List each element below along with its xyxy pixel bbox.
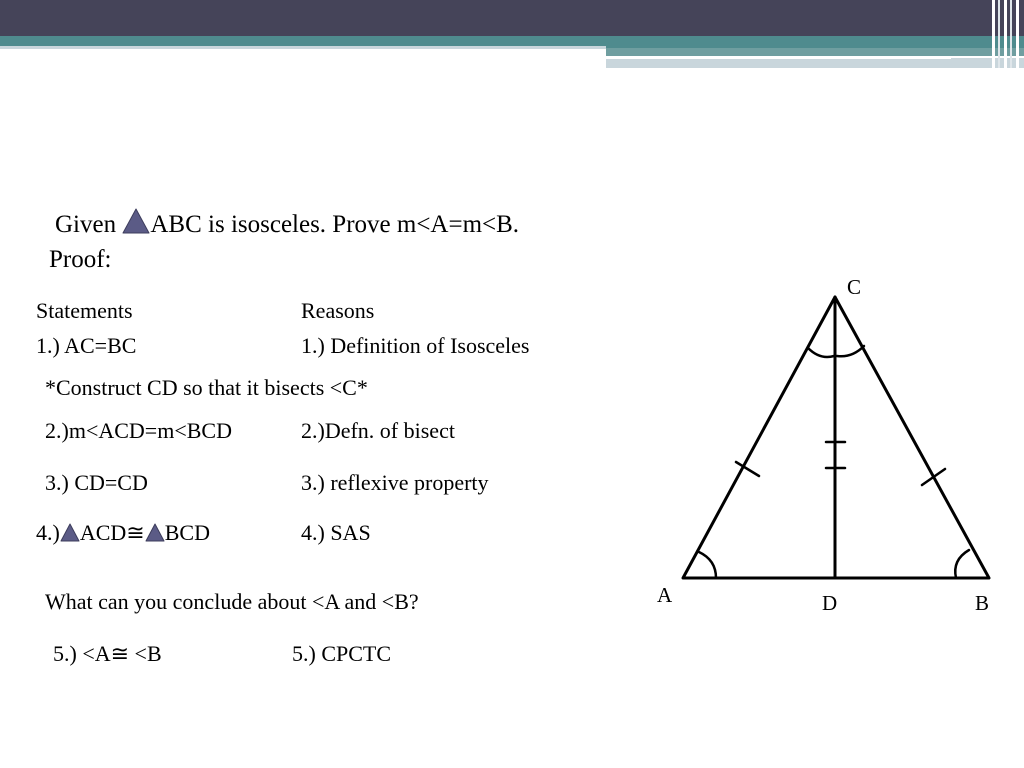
question: What can you conclude about <A and <B? [45, 589, 419, 614]
reason-3: 3.) reflexive property [301, 470, 489, 495]
angle-arc-c-right [837, 346, 864, 356]
statement-1: 1.) AC=BC [36, 333, 137, 358]
construct-note: *Construct CD so that it bisects <C* [45, 375, 368, 400]
proof-label: Proof: [49, 246, 112, 273]
angle-arc-a [699, 552, 716, 578]
tick-bc [922, 469, 945, 485]
statements-header: Statements [36, 298, 133, 323]
statement-4-mid: ACD≅ [79, 520, 145, 545]
point-d-label: D [822, 591, 838, 615]
angle-arc-b [955, 550, 969, 578]
statement-4-prefix: 4.) [36, 520, 60, 545]
given-statement: ABC is isosceles. Prove m<A=m<B. [150, 211, 520, 238]
vertex-c-label: C [847, 275, 862, 299]
vertex-b-label: B [975, 591, 990, 615]
statement-4-end: BCD [164, 520, 210, 545]
reason-1: 1.) Definition of Isosceles [301, 333, 530, 358]
given-prefix: Given [55, 211, 117, 238]
vertex-a-label: A [657, 583, 673, 607]
statement-5: 5.) <A≅ <B [53, 641, 162, 666]
reason-5: 5.) CPCTC [292, 641, 392, 666]
angle-arc-c-left [808, 348, 834, 357]
statement-2: 2.)m<ACD=m<BCD [45, 418, 232, 443]
reason-2: 2.)Defn. of bisect [301, 418, 455, 443]
reasons-header: Reasons [301, 298, 375, 323]
reason-4: 4.) SAS [301, 520, 371, 545]
statement-3: 3.) CD=CD [45, 470, 148, 495]
